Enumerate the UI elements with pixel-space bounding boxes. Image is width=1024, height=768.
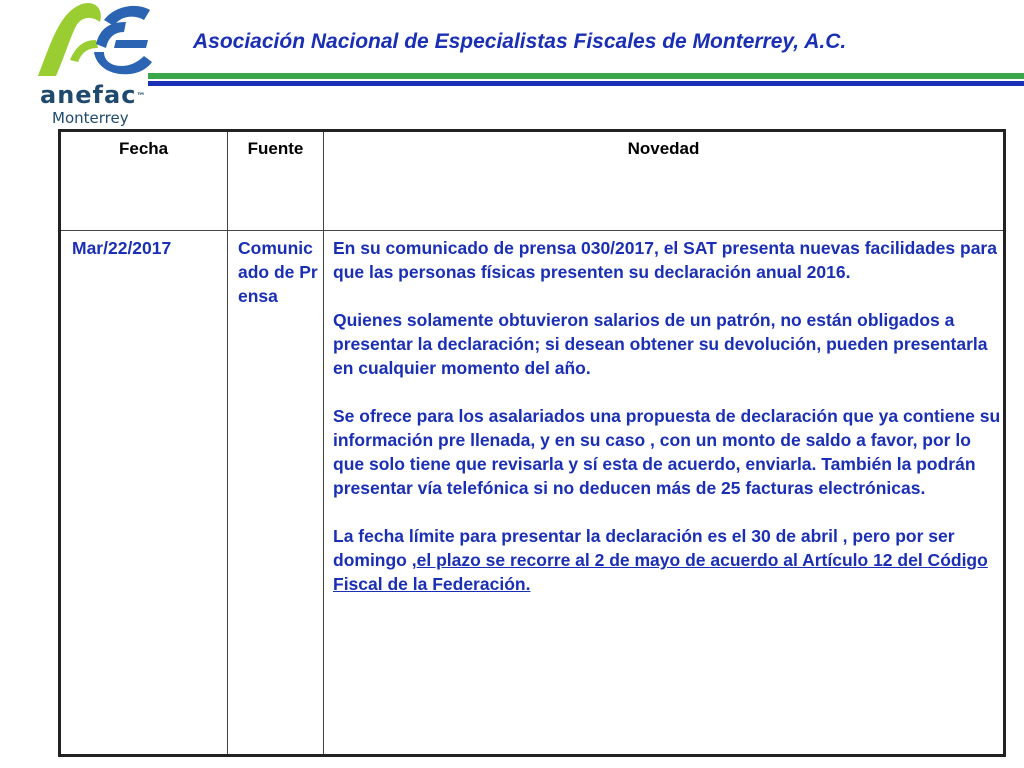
column-header-fuente: Fuente — [228, 131, 324, 231]
novedad-paragraph-4-text: La fecha límite para presentar la declaración es el 30 de abril , pero por ser domingo , — [333, 526, 955, 570]
row-novedad — [324, 231, 1005, 756]
header-rule-green — [148, 73, 1024, 79]
trademark-symbol: ™ — [136, 92, 147, 102]
novedad-paragraph-4 — [333, 524, 1001, 596]
anefac-ae-logo-icon — [30, 0, 160, 82]
column-header-fecha: Fecha — [60, 131, 228, 231]
column-header-novedad: Novedad — [324, 131, 1005, 231]
novedad-paragraph-2: Quienes solamente obtuvieron salarios de un patrón, no están obligados a presentar la declaración; si desean obtener su devolución, pueden presentarla en cualquier momento del año. — [333, 310, 988, 378]
header-rule-blue — [148, 81, 1024, 86]
brand-city: Monterrey — [52, 109, 129, 127]
organization-title: Asociación Nacional de Especialistas Fiscales de Monterrey, A.C. — [193, 30, 847, 53]
novedad-paragraph-1: En su comunicado de prensa 030/2017, el SAT presenta nuevas facilidades para que las personas físicas presenten su declaración anual 2016. — [333, 238, 997, 282]
row-fuente: Comunicado de Prensa — [228, 231, 324, 756]
novedad-paragraph-3: Se ofrece para los asalariados una propuesta de declaración que ya contiene su información pre llenada, y en su caso , con un monto de saldo a favor, por lo que solo tiene que revisarla y sí esta de acuerdo, enviarla. También la podrán presentar vía telefónica si no deducen más de 25 facturas electrónicas. — [333, 406, 1001, 498]
news-table — [58, 129, 1006, 757]
table-header-row — [60, 131, 1005, 231]
table-row — [60, 231, 1005, 756]
novedad-underlined-text: el plazo se recorre al 2 de mayo de acuerdo al Artículo 12 del Código Fiscal de la Federación. — [333, 550, 988, 594]
brand-name: anefac™ — [40, 81, 147, 109]
row-fecha: Mar/22/2017 — [60, 231, 228, 756]
